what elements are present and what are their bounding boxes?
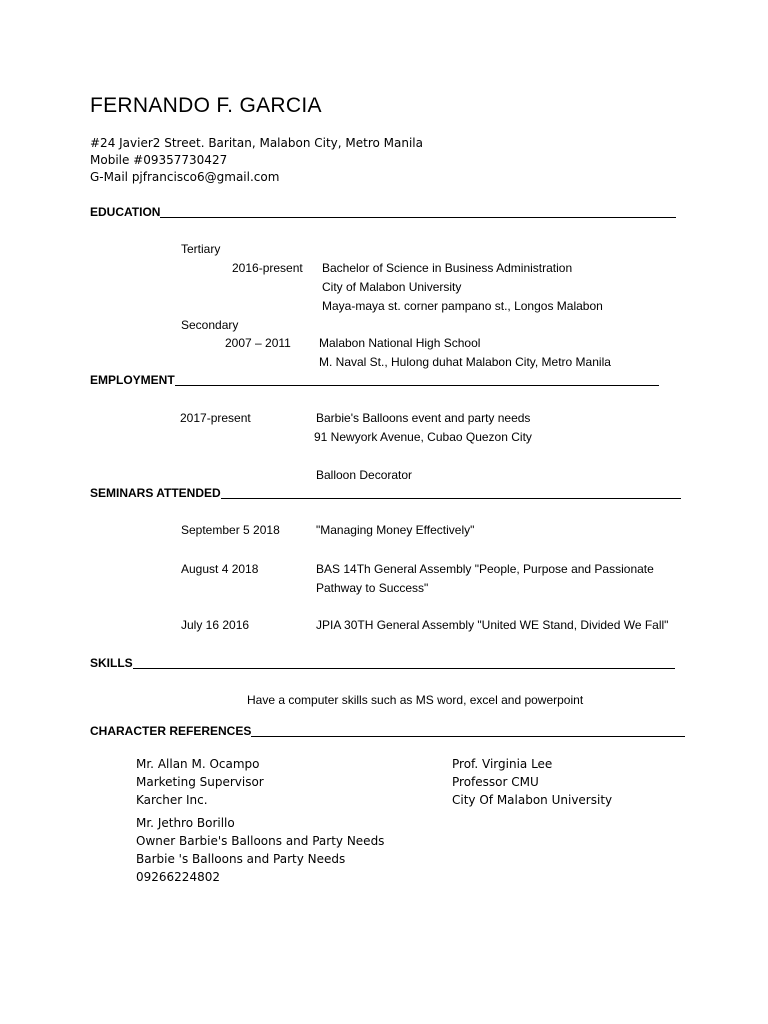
skills-text: Have a computer skills such as MS word, excel and powerpoint <box>247 693 584 707</box>
reference-org: City Of Malabon University <box>452 793 613 807</box>
education-secondary-label: Secondary <box>181 318 239 332</box>
employment-heading-rule <box>175 384 659 386</box>
employment-heading <box>90 373 659 387</box>
reference-org: Karcher Inc. <box>136 793 208 807</box>
seminar-title-line: Pathway to Success" <box>316 581 429 595</box>
education-secondary-details <box>319 334 611 372</box>
contact-block <box>90 135 423 186</box>
reference-phone: 09266224802 <box>136 870 220 884</box>
applicant-name: FERNANDO F. GARCIA <box>90 94 322 117</box>
education-tertiary-label: Tertiary <box>181 242 221 256</box>
contact-mobile: Mobile #09357730427 <box>90 153 228 167</box>
contact-address: #24 Javier2 Street. Baritan, Malabon City, Metro Manila <box>90 136 423 150</box>
skills-heading-text: SKILLS <box>90 656 133 670</box>
reference-title: Owner Barbie's Balloons and Party Needs <box>136 834 385 848</box>
seminar-title <box>316 560 654 598</box>
reference-org: Barbie 's Balloons and Party Needs <box>136 852 346 866</box>
reference-title: Marketing Supervisor <box>136 775 264 789</box>
reference-entry <box>136 755 264 809</box>
education-secondary-line: Malabon National High School <box>319 336 481 350</box>
contact-gmail: G-Mail pjfrancisco6@gmail.com <box>90 170 280 184</box>
education-tertiary-line: Maya-maya st. corner pampano st., Longos Malabon <box>322 299 603 313</box>
references-heading-rule <box>251 735 685 737</box>
education-secondary-years: 2007 – 2011 <box>225 336 291 350</box>
employment-line: 91 Newyork Avenue, Cubao Quezon City <box>314 430 532 444</box>
education-heading-text: EDUCATION <box>90 205 161 219</box>
skills-heading <box>90 656 675 670</box>
reference-name: Prof. Virginia Lee <box>452 757 553 771</box>
seminar-date: August 4 2018 <box>181 562 259 576</box>
employment-heading-text: EMPLOYMENT <box>90 373 175 387</box>
seminars-heading-text: SEMINARS ATTENDED <box>90 486 221 500</box>
seminar-date: July 16 2016 <box>181 618 250 632</box>
education-tertiary-line: City of Malabon University <box>322 280 462 294</box>
seminar-date: September 5 2018 <box>181 523 280 537</box>
seminars-heading-rule <box>221 497 681 499</box>
references-heading-text: CHARACTER REFERENCES <box>90 724 252 738</box>
seminar-title: JPIA 30TH General Assembly "United WE Stand, Divided We Fall" <box>316 618 669 632</box>
reference-entry <box>136 814 384 886</box>
seminar-title: "Managing Money Effectively" <box>316 523 475 537</box>
education-tertiary-line: Bachelor of Science in Business Administration <box>322 261 573 275</box>
skills-heading-rule <box>133 667 675 669</box>
education-heading-rule <box>160 216 676 218</box>
reference-title: Professor CMU <box>452 775 539 789</box>
reference-name: Mr. Jethro Borillo <box>136 816 235 830</box>
employment-line: Barbie's Balloons event and party needs <box>316 411 531 425</box>
education-secondary-line: M. Naval St., Hulong duhat Malabon City, Metro Manila <box>319 355 611 369</box>
education-tertiary-details <box>322 259 603 316</box>
education-tertiary-years: 2016-present <box>232 261 303 275</box>
references-heading <box>90 724 685 738</box>
seminars-heading <box>90 486 681 500</box>
seminar-title-line: BAS 14Th General Assembly "People, Purpose and Passionate <box>316 562 654 576</box>
employment-years: 2017-present <box>180 411 251 425</box>
reference-entry <box>452 755 612 809</box>
education-heading <box>90 205 676 219</box>
reference-name: Mr. Allan M. Ocampo <box>136 757 260 771</box>
employment-line: Balloon Decorator <box>316 468 413 482</box>
